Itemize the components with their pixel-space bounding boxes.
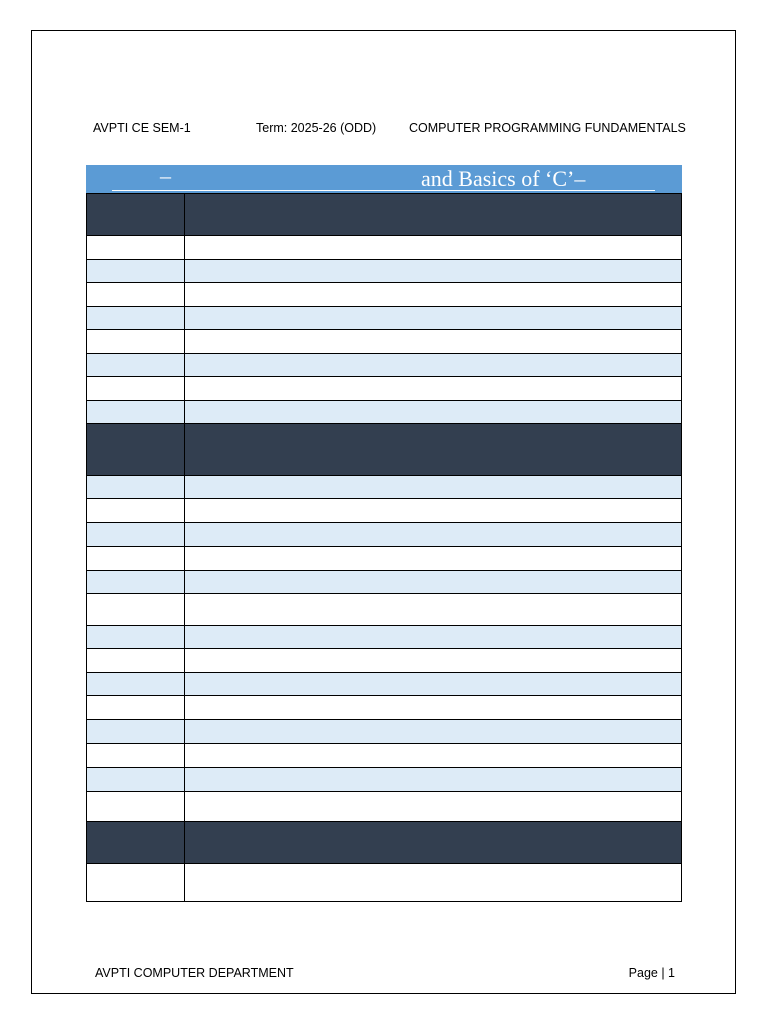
section-header-row	[87, 822, 682, 864]
table-cell	[185, 424, 682, 476]
table-cell	[185, 377, 682, 401]
table-cell	[185, 696, 682, 720]
table-cell	[185, 744, 682, 768]
table-cell	[87, 330, 185, 354]
table-row	[87, 260, 682, 283]
table-cell	[87, 236, 185, 260]
table-row	[87, 696, 682, 720]
table-cell	[87, 768, 185, 792]
table-row	[87, 864, 682, 902]
table-cell	[87, 307, 185, 330]
table-cell	[87, 354, 185, 377]
table-cell	[87, 822, 185, 864]
table-cell	[185, 822, 682, 864]
table-cell	[87, 283, 185, 307]
table-cell	[185, 307, 682, 330]
table-row	[87, 571, 682, 594]
table-row	[87, 330, 682, 354]
table-cell	[185, 792, 682, 822]
table-cell	[185, 571, 682, 594]
content-table	[86, 193, 682, 902]
table-cell	[87, 744, 185, 768]
table-row	[87, 307, 682, 330]
table-title-bar	[86, 165, 682, 193]
table-title: and Basics of ‘C’–	[421, 166, 586, 191]
table-cell	[185, 626, 682, 649]
table-cell	[87, 864, 185, 902]
table-cell	[87, 720, 185, 744]
table-row	[87, 649, 682, 673]
table-cell	[87, 673, 185, 696]
table-cell	[87, 571, 185, 594]
table-cell	[185, 864, 682, 902]
table-cell	[185, 594, 682, 626]
table-cell	[185, 236, 682, 260]
table-cell	[185, 499, 682, 523]
section-header-row	[87, 194, 682, 236]
section-header-row	[87, 424, 682, 476]
table-cell	[185, 476, 682, 499]
table-row	[87, 547, 682, 571]
table-row	[87, 626, 682, 649]
table-row	[87, 594, 682, 626]
table-row	[87, 523, 682, 547]
footer-department: AVPTI COMPUTER DEPARTMENT	[95, 966, 294, 980]
header-term: Term: 2025-26 (ODD)	[256, 121, 377, 135]
table-row	[87, 283, 682, 307]
table-cell	[185, 401, 682, 424]
table-cell	[87, 626, 185, 649]
table-cell	[185, 283, 682, 307]
table-row	[87, 499, 682, 523]
table-cell	[87, 424, 185, 476]
table-cell	[87, 547, 185, 571]
table-cell	[87, 792, 185, 822]
table-row	[87, 476, 682, 499]
table-row	[87, 236, 682, 260]
table-cell	[185, 260, 682, 283]
table-cell	[185, 194, 682, 236]
header-course-code: AVPTI CE SEM-1	[93, 121, 191, 135]
table-cell	[185, 673, 682, 696]
table-cell	[185, 649, 682, 673]
table-cell	[185, 720, 682, 744]
table-cell	[185, 330, 682, 354]
table-cell	[87, 401, 185, 424]
table-cell	[87, 649, 185, 673]
table-row	[87, 673, 682, 696]
table-row	[87, 401, 682, 424]
table-cell	[185, 768, 682, 792]
table-cell	[87, 377, 185, 401]
table-cell	[185, 354, 682, 377]
table-row	[87, 792, 682, 822]
table-cell	[185, 523, 682, 547]
table-row	[87, 354, 682, 377]
header-subject: COMPUTER PROGRAMMING FUNDAMENTALS	[409, 121, 686, 135]
table-cell	[87, 476, 185, 499]
table-row	[87, 744, 682, 768]
footer-page-number: Page | 1	[628, 966, 675, 980]
title-dash: –	[160, 163, 171, 188]
table-cell	[87, 194, 185, 236]
table-cell	[87, 499, 185, 523]
table-row	[87, 720, 682, 744]
table-cell	[87, 260, 185, 283]
table-cell	[87, 696, 185, 720]
table-row	[87, 377, 682, 401]
table-cell	[87, 523, 185, 547]
table-row	[87, 768, 682, 792]
table-cell	[185, 547, 682, 571]
table-cell	[87, 594, 185, 626]
